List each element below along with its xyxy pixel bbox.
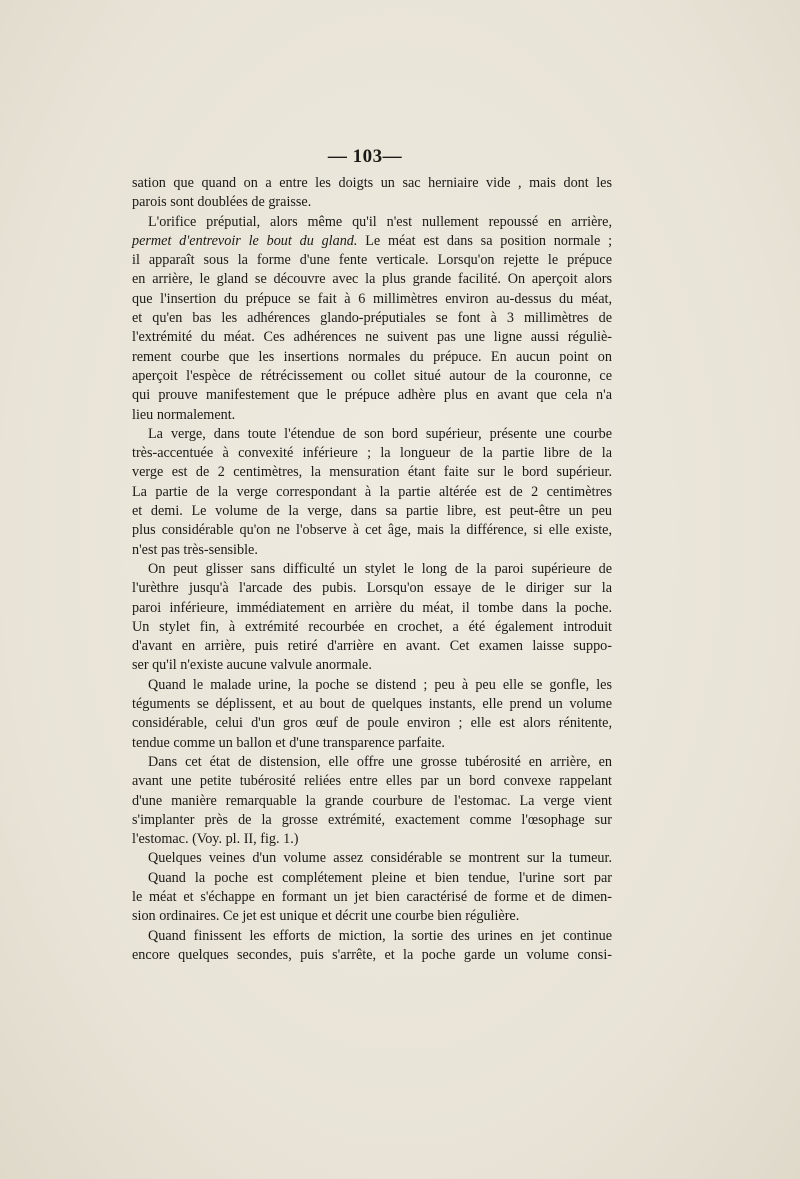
text-line: sion ordinaires. Ce jet est unique et décrit une courbe bien régulière.	[132, 908, 520, 925]
text-line: aperçoit l'espèce de rétrécissement ou collet situé autour de la couronne, ce	[132, 367, 612, 384]
text-line: verge est de 2 centimètres, la mensuration étant faite sur le bord supérieur.	[132, 464, 612, 481]
text-line: rement courbe que les insertions normales du prépuce. En aucun point on	[132, 348, 612, 365]
text-line: que l'insertion du prépuce se fait à 6 millimètres environ au-dessus du méat,	[132, 290, 612, 307]
body-text	[132, 174, 612, 965]
text-line: paroi inférieure, immédiatement en arrière du méat, il tombe dans la poche.	[132, 599, 612, 616]
page-number: — 103—	[327, 146, 403, 167]
text-line: considérable, celui d'un gros œuf de poule environ ; elle est alors rénitente,	[132, 715, 612, 732]
text-line: en arrière, le gland se découvre avec la plus grande facilité. On aperçoit alors	[132, 271, 612, 288]
text-line: Quand finissent les efforts de miction, la sortie des urines en jet continue	[148, 927, 612, 944]
text-line: n'est pas très-sensible.	[132, 541, 258, 558]
text-line: Quand la poche est complétement pleine et bien tendue, l'urine sort par	[148, 869, 612, 886]
text-line: On peut glisser sans difficulté un stylet le long de la paroi supérieure de	[148, 560, 612, 577]
text-line: d'avant en arrière, puis retiré d'arrière en avant. Cet examen laisse suppo-	[132, 638, 612, 655]
text-line: L'orifice préputial, alors même qu'il n'est nullement repoussé en arrière,	[148, 213, 612, 230]
text-line	[132, 232, 612, 251]
text-line: parois sont doublées de graisse.	[132, 194, 312, 211]
text-line: qui prouve manifestement que le prépuce adhère plus en avant que cela n'a	[132, 387, 612, 404]
text-line: ser qu'il n'existe aucune valvule anormale.	[132, 657, 372, 674]
text-line: d'une manière remarquable la grande courbure de l'estomac. La verge vient	[132, 792, 612, 809]
text-line: lieu normalement.	[132, 406, 236, 423]
text-line: Un stylet fin, à extrémité recourbée en crochet, a été également introduit	[132, 618, 612, 635]
text-line: sation que quand on a entre les doigts un sac herniaire vide , mais dont les	[132, 175, 612, 191]
text-line: l'extrémité du méat. Ces adhérences ne suivent pas une ligne aussi réguliè-	[132, 329, 612, 346]
text-line: très-accentuée à convexité inférieure ; la longueur de la partie libre de la	[132, 445, 612, 462]
text-line: et demi. Le volume de la verge, dans sa partie libre, est peut-être un peu	[132, 503, 612, 520]
text-line: Dans cet état de distension, elle offre une grosse tubérosité en arrière, en	[148, 753, 612, 770]
text-line: La partie de la verge correspondant à la partie altérée est de 2 centimètres	[132, 483, 612, 500]
text-line: avant une petite tubérosité reliées entre elles par un bord convexe rappelant	[132, 773, 612, 790]
text-line: le méat et s'échappe en formant un jet bien caractérisé de forme et de dimen-	[132, 888, 612, 905]
text-line: La verge, dans toute l'étendue de son bord supérieur, présente une courbe	[148, 425, 612, 442]
text-line: Quelques veines d'un volume assez considérable se montrent sur la tumeur.	[148, 850, 612, 867]
text-line: s'implanter près de la grosse extrémité, exactement comme l'œsophage sur	[132, 811, 612, 828]
text-run: Le méat est dans sa position normale ;	[357, 232, 613, 249]
text-line: téguments se déplissent, et au bout de quelques instants, elle prend un volume	[132, 696, 612, 713]
text-line: plus considérable qu'on ne l'observe à cet âge, mais la différence, si elle existe,	[132, 522, 612, 539]
text-line: il apparaît sous la forme d'une fente verticale. Lorsqu'on rejette le prépuce	[132, 252, 612, 269]
text-line: encore quelques secondes, puis s'arrête, et la poche garde un volume consi-	[132, 946, 612, 963]
text-line: l'urèthre jusqu'à l'arcade des pubis. Lorsqu'on essaye de le diriger sur la	[132, 580, 612, 597]
text-line: tendue comme un ballon et d'une transparence parfaite.	[132, 734, 445, 751]
text-line: et qu'en bas les adhérences glando-préputiales se font à 3 millimètres de	[132, 310, 612, 327]
text-line: Quand le malade urine, la poche se distend ; peu à peu elle se gonfle, les	[148, 676, 612, 693]
text-line: l'estomac. (Voy. pl. II, fig. 1.)	[132, 831, 299, 848]
italic-text: permet d'entrevoir le bout du gland.	[132, 232, 358, 249]
